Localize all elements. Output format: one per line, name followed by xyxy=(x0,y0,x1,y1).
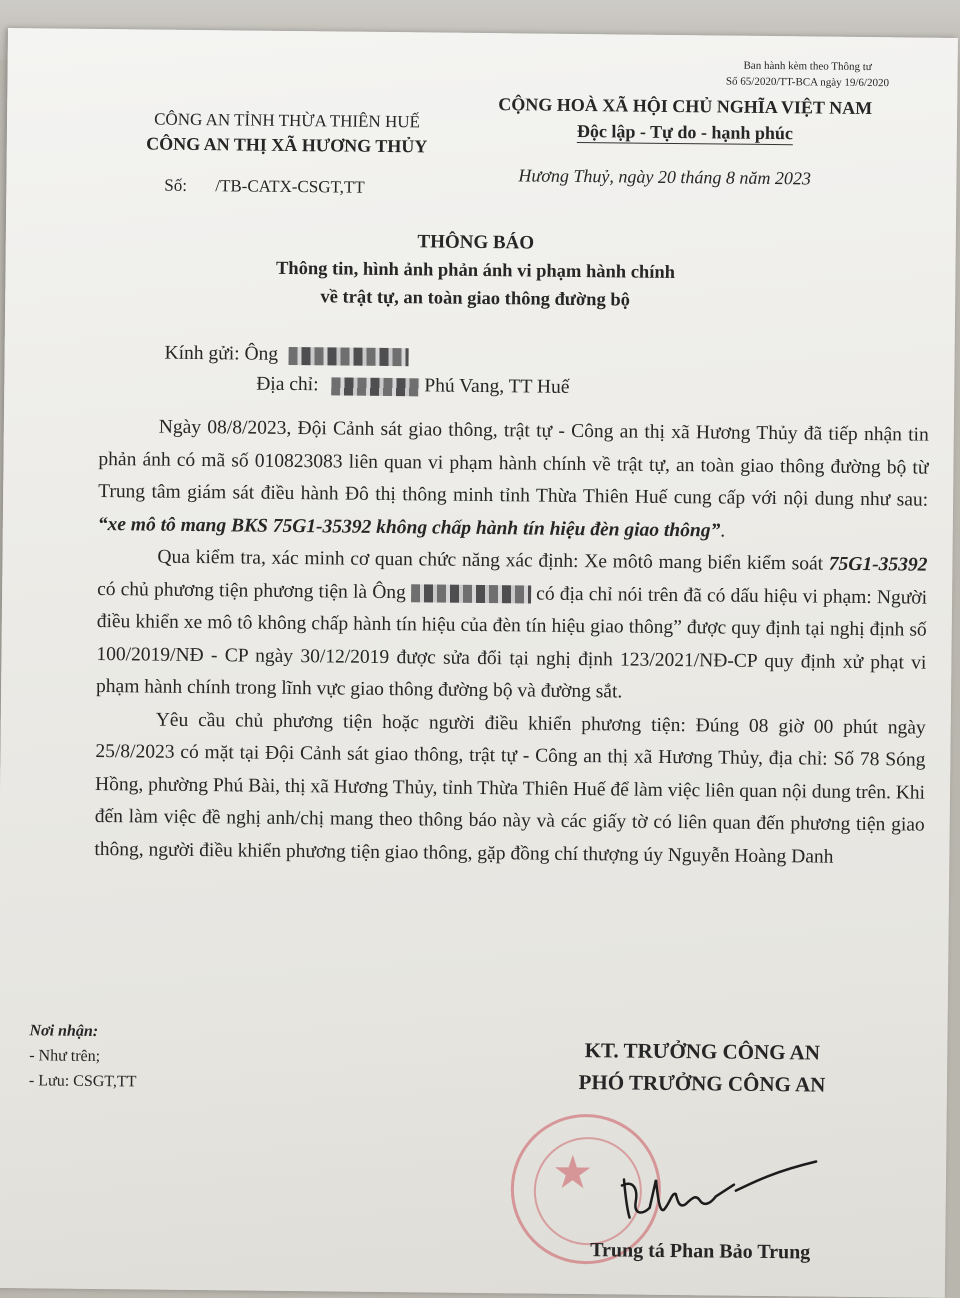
decree-note-line1: Ban hành kèm theo Thông tư xyxy=(743,59,872,74)
document-number xyxy=(164,176,365,198)
redacted-address xyxy=(331,377,419,396)
left-header xyxy=(107,107,467,159)
p2-b: có chủ phương tiện phương tiện là Ông xyxy=(97,578,406,603)
paragraph-1 xyxy=(98,411,929,550)
seal-star-icon: ★ xyxy=(551,1144,594,1200)
number-label: Số: xyxy=(164,175,188,195)
paragraph-3: Yêu cầu chủ phương tiện hoặc người điều khiển phương tiện: Đúng 08 giờ 00 phút ngày 25/8/2023 có mặt tại Đội Cảnh sát giao thông, trật tự - Công an thị xã Hương Thủy, địa chỉ: Số 78 Sóng Hồng, phường Phú Bài, thị xã Hương Thủy, tỉnh Thừa Thiên Huế để làm việc liên quan nội dung trên. Khi đến làm việc đề nghị anh/chị mang theo thông báo này và các giấy tờ có liên quan đến phương tiện giao thông, người điều khiển phương tiện giao thông, gặp đồng chí thượng úy Nguyễn Hoàng Danh xyxy=(94,709,926,868)
redacted-owner-name xyxy=(411,584,531,603)
recipients-item: - Như trên; xyxy=(29,1047,101,1066)
recipient-line xyxy=(164,338,409,373)
address-value: Phú Vang, TT Huế xyxy=(424,375,570,398)
paragraph-2 xyxy=(96,541,928,712)
redacted-name xyxy=(289,346,409,365)
signature-title xyxy=(537,1034,868,1101)
handwritten-signature xyxy=(615,1149,836,1231)
signature-line-1: KT. TRƯỞNG CÔNG AN xyxy=(584,1038,821,1065)
address-label: Địa chỉ: xyxy=(256,373,319,396)
signature-line-2: PHÓ TRƯỞNG CÔNG AN xyxy=(578,1070,826,1097)
document-subtitle-2: về trật tự, an toàn giao thông đường bộ xyxy=(320,287,631,311)
title-block xyxy=(185,226,766,316)
place-date: Hương Thuỷ, ngày 20 tháng 8 năm 2023 xyxy=(518,165,811,189)
org-parent: CÔNG AN TỈNH THỪA THIÊN HUẾ xyxy=(154,109,421,132)
p1-text: Ngày 08/8/2023, Đội Cảnh sát giao thông, trật tự - Công an thị xã Hương Thủy đã tiếp nhận tin phản ánh có mã số 010823083 liên quan vi phạm hành chính về trật tự, an toàn giao thông đường bộ từ Trung tâm giám sát điều hành Đô thị thông minh tỉnh Thừa Thiên Huế cung cấp với nội dung như sau: xyxy=(98,416,929,511)
decree-note-line2: Số 65/2020/TT-BCA ngày 19/6/2020 xyxy=(725,75,890,90)
motto: Độc lập - Tự do - hạnh phúc xyxy=(576,120,794,144)
p2-a: Qua kiểm tra, xác minh cơ quan chức năng xác định: Xe môtô mang biển kiểm soát xyxy=(157,546,829,575)
license-plate: 75G1-35392 xyxy=(828,553,928,576)
recipient-label: Kính gửi: Ông xyxy=(164,342,279,365)
right-header xyxy=(475,91,896,149)
signer-name: Trung tá Phan Bảo Trung xyxy=(590,1239,811,1264)
p2-c: có địa chỉ nói trên đã có dấu hiệu vi phạm: Người điều khiển xe mô tô không chấp hành tín hiệu của đèn tín hiệu giao thông” được quy định tại nghị định số 100/2019/NĐ - CP ngày 30/12/2019 được sửa đổi tại nghị định 123/2021/NĐ-CP quy định xử phạt vi phạm hành chính trong lĩnh vực giao thông đường bộ và đường sắt. xyxy=(95,583,928,703)
document-title: THÔNG BÁO xyxy=(417,231,535,254)
recipients-block xyxy=(29,1018,137,1094)
org-name: CÔNG AN THỊ XÃ HƯƠNG THỦY xyxy=(146,133,428,157)
address-line xyxy=(256,369,570,405)
number-value: /TB-CATX-CSGT,TT xyxy=(215,176,365,197)
p1-quote: “xe mô tô mang BKS 75G1-35392 không chấp hành tín hiệu đèn giao thông” xyxy=(97,513,721,541)
p1-end: . xyxy=(720,519,726,542)
document-subtitle-1: Thông tin, hình ảnh phản ánh vi phạm hành chính xyxy=(275,258,676,283)
body-paragraphs xyxy=(94,411,929,875)
recipients-item: - Lưu: CSGT,TT xyxy=(28,1072,137,1091)
recipients-label: Nơi nhận: xyxy=(29,1022,99,1040)
country-name: CỘNG HOÀ XÃ HỘI CHỦ NGHĨA VIỆT NAM xyxy=(498,94,873,119)
decree-note xyxy=(707,57,907,91)
document-page xyxy=(0,28,958,1298)
